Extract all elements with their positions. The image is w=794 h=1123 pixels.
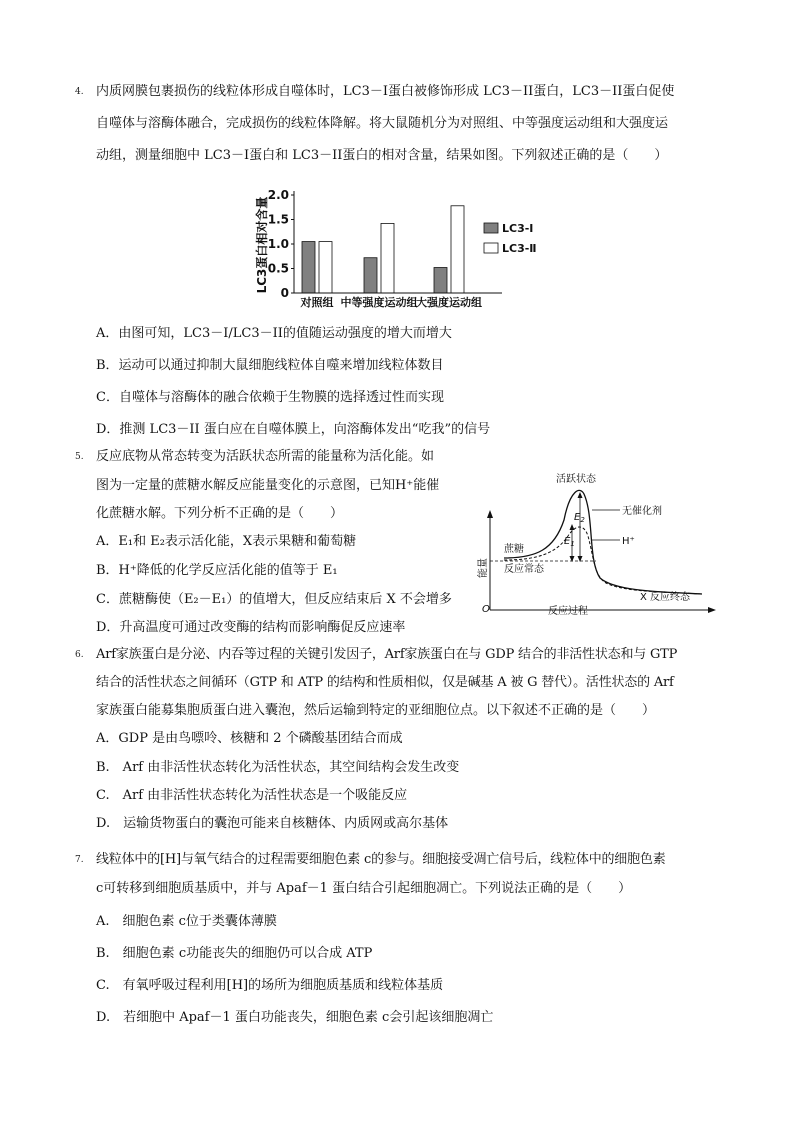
y-tick-label: 2.0 <box>267 188 289 202</box>
legend-label: LC3-Ⅰ <box>502 222 534 235</box>
e1-subscript: 1 <box>570 540 575 548</box>
bar-lc3-ii <box>451 206 464 293</box>
y-tick-label: 1.5 <box>267 212 289 227</box>
y-tick-label: 0 <box>280 286 289 300</box>
y-tick-label: 0.5 <box>267 261 289 276</box>
e2-arrow-head-top <box>578 492 583 498</box>
y-tick-label: 1.0 <box>267 237 289 251</box>
question-text-line: 线粒体中的[H]与氧气结合的过程需要细胞色素 c的参与。细胞接受凋亡信号后，线粒体中的细胞色素 <box>96 852 666 867</box>
option-b[interactable]: B．运动可以通过抑制大鼠细胞线粒体自噬来增加线粒体数目 <box>96 358 444 373</box>
x-axis-arrow <box>708 607 716 613</box>
no-catalyst-curve <box>504 490 702 594</box>
x-category-label: 中等强度运动组 <box>340 296 418 309</box>
option-b[interactable]: B. Arf 由非活性状态转化为活性状态，其空间结构会发生改变 <box>96 760 460 775</box>
option-d[interactable]: D．升高温度可通过改变酶的结构而影响酶促反应速率 <box>96 620 406 635</box>
chart-y-label: LC3蛋白相对含量 <box>255 196 269 294</box>
y-axis-arrow <box>487 510 493 518</box>
question-text-line: 化蔗糖水解。下列分析不正确的是（ ） <box>96 506 344 521</box>
origin-label: O <box>482 604 490 615</box>
x-category-label: 大强度运动组 <box>416 296 482 309</box>
catalyst-curve <box>504 527 702 594</box>
question-text-line: Arf家族蛋白是分泌、内吞等过程的关键引发因子，Arf家族蛋白在与 GDP 结合的非活性状态和与 GTP <box>96 647 678 662</box>
x-axis-label: 反应过程 <box>548 606 588 617</box>
option-d[interactable]: D. 若细胞中 Apaf－1 蛋白功能丧失，细胞色素 c会引起该细胞凋亡 <box>96 1010 494 1025</box>
option-d[interactable]: D．推测 LC3－II 蛋白应在自噬体膜上，向溶酶体发出“吃我”的信号 <box>96 422 491 437</box>
e1-letter: E <box>564 536 571 547</box>
option-c[interactable]: C．蔗糖酶使（E₂－E₁）的值增大，但反应结束后 X 不会增多 <box>96 592 452 607</box>
bar-lc3-i <box>364 258 377 293</box>
option-a[interactable]: A．E₁和 E₂表示活化能，X表示果糖和葡萄糖 <box>96 534 357 549</box>
question-text-line: 图为一定量的蔗糖水解反应能量变化的示意图，已知H⁺能催 <box>96 478 440 493</box>
question-number: 5. <box>75 452 84 462</box>
question-text-line: 反应底物从常态转变为活跃状态所需的能量称为活化能。如 <box>96 449 435 464</box>
end-state-label: X 反应终态 <box>640 592 691 603</box>
question-number: 6. <box>75 650 84 660</box>
bar-lc3-ii <box>319 242 332 293</box>
y-axis-label: 能量 <box>478 558 489 578</box>
question-text-line: 内质网膜包裹损伤的线粒体形成自噬体时，LC3－I蛋白被修饰形成 LC3－II蛋白，LC3－II蛋白促使 <box>96 84 675 99</box>
question-number: 7. <box>75 855 84 865</box>
energy-diagram <box>476 470 726 620</box>
option-b[interactable]: B. 细胞色素 c功能丧失的细胞仍可以合成 ATP <box>96 946 373 961</box>
question-number: 4. <box>75 87 84 97</box>
bar-lc3-i <box>302 242 315 293</box>
x-category-label: 对照组 <box>300 296 334 309</box>
option-a[interactable]: A. 细胞色素 c位于类囊体薄膜 <box>96 914 277 929</box>
option-c[interactable]: C. 有氧呼吸过程利用[H]的场所为细胞质基质和线粒体基质 <box>96 978 444 993</box>
legend-swatch <box>484 243 498 253</box>
bar-lc3-ii <box>381 223 394 293</box>
question-text-line: 家族蛋白能募集胞质蛋白进入囊泡，然后运输到特定的亚细胞位点。以下叙述不正确的是（ ） <box>96 703 656 718</box>
question-text-line: 动组，测量细胞中 LC3－I蛋白和 LC3－II蛋白的相对含量，结果如图。下列叙述正确的是（ ） <box>96 148 668 163</box>
e1-label <box>564 536 575 548</box>
e2-letter: E <box>574 512 581 523</box>
option-c[interactable]: C. Arf 由非活性状态转化为活性状态是一个吸能反应 <box>96 788 408 803</box>
option-d[interactable]: D. 运输货物蛋白的囊泡可能来自核糖体、内质网或高尔基体 <box>96 816 449 831</box>
question-text-line: 自噬体与溶酶体融合，完成损伤的线粒体降解。将大鼠随机分为对照组、中等强度运动组和大强度运 <box>96 116 669 131</box>
option-c[interactable]: C．自噬体与溶酶体的融合依赖于生物膜的选择透过性而实现 <box>96 390 444 405</box>
question-text-line: 结合的活性状态之间循环（GTP 和 ATP 的结构和性质相似，仅是碱基 A 被 G 替代）。活性状态的 Arf <box>96 675 674 690</box>
e2-subscript: 2 <box>580 516 585 524</box>
sucrose-label: 蔗糖 <box>504 544 524 555</box>
option-b[interactable]: B．H⁺降低的化学反应活化能的值等于 E₁ <box>96 563 338 578</box>
no-catalyst-label: 无催化剂 <box>622 506 662 517</box>
e2-label <box>574 512 585 524</box>
question-text-line: c可转移到细胞质基质中，并与 Apaf－1 蛋白结合引起细胞凋亡。下列说法正确的是（ ） <box>96 881 632 896</box>
legend-label: LC3-Ⅱ <box>502 242 537 255</box>
legend-swatch <box>484 223 498 233</box>
normal-state-label: 反应常态 <box>504 564 544 575</box>
h-plus-label: H⁺ <box>622 536 635 547</box>
option-a[interactable]: A．GDP 是由鸟嘌呤、核糖和 2 个磷酸基团结合而成 <box>96 731 403 746</box>
active-state-label: 活跃状态 <box>556 474 596 485</box>
e1-arrow-head-top <box>570 524 575 530</box>
bar-chart <box>252 175 537 315</box>
bar-lc3-i <box>434 268 447 293</box>
option-a[interactable]: A．由图可知，LC3－I/LC3－II的值随运动强度的增大而增大 <box>96 326 452 341</box>
